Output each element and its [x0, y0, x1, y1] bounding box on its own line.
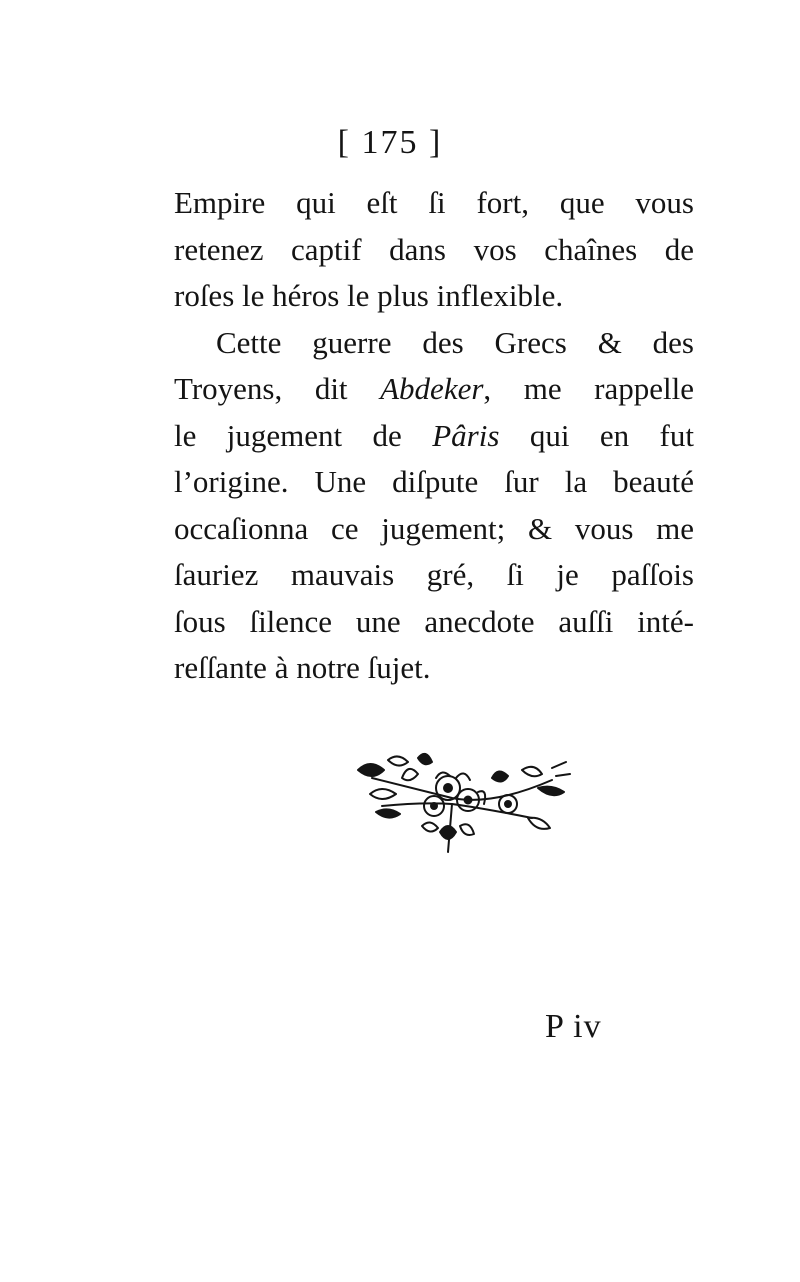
page-number: [ 175 ]: [337, 124, 443, 161]
text-line: l’origine. Une diſpute ſur la beauté: [174, 464, 694, 499]
text-line: Empire qui eſt ſi fort, que vous: [174, 185, 694, 220]
floral-vignette-icon: [352, 748, 574, 860]
signature-mark: P iv: [545, 1008, 602, 1045]
text-line: ſous ſilence une anecdote auſſi inté-: [174, 603, 694, 639]
body-text: [174, 180, 694, 692]
text-line: retenez captif dans vos chaînes de: [174, 231, 694, 267]
text-line: roſes le héros le plus inflexible.: [174, 278, 564, 313]
text-line: [174, 413, 694, 460]
text-line: Cette guerre des Grecs & des: [216, 324, 694, 360]
italic-name-abdeker: Abdeker: [380, 371, 484, 406]
text-line: occaſionna ce jugement; & vous me: [174, 510, 694, 546]
text-segment: Troyens, dit: [174, 371, 381, 406]
italic-name-paris: Pâris: [432, 417, 500, 453]
text-line: [174, 366, 694, 413]
text-segment: , me rappelle: [483, 371, 695, 406]
text-line: ſauriez mauvais gré, ſi je paſſois: [174, 557, 694, 592]
page-header: [0, 126, 800, 160]
text-line: reſſante à notre ſujet.: [174, 650, 431, 685]
text-segment: qui en fut: [499, 417, 694, 453]
text-segment: le jugement de: [174, 417, 433, 453]
